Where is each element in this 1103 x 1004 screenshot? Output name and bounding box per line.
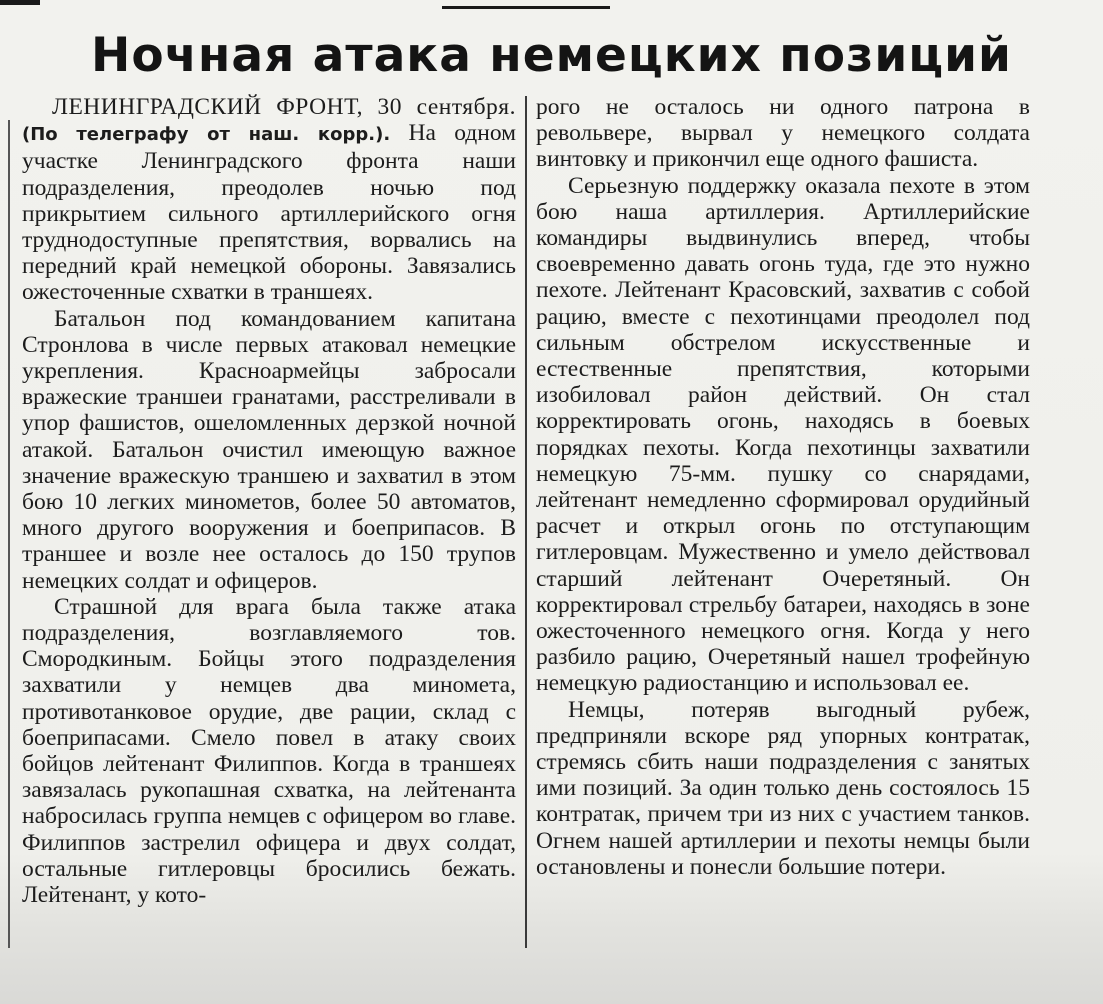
article-paragraph-3: Страшной для врага была также атака подразделения, возглавляемого тов. Смородкиным. Бойцы этого подразделения захватили у немцев два миномета, противотанковое орудие, две рации, склад с боеприпасами. Смело повел в атаку своих бойцов лейтенант Филиппов. Когда в траншеях завязалась рукопашная схватка, на лейтенанта набросилась группа немцев с офицером во главе. Филиппов застрелил офицера и двух солдат, остальные гитлеровцы бросились бежать. Лейтенант, у кото- [22,593,516,909]
left-margin-rule [8,120,10,948]
top-separator-rule [442,6,610,9]
top-edge-rule-fragment [0,0,40,5]
article-paragraph-4: Серьезную поддержку оказала пехоте в этом бою наша артиллерия. Артиллерийские командиры выдвинулись вперед, чтобы своевременно давать огонь туда, где это нужно пехоте. Лейтенант Красовский, захватив с собой рацию, вместе с пехотинцами преодолел под сильным обстрелом искусственные и естественные препятствия, которыми изобиловал район действий. Он стал корректировать огонь, находясь в боевых порядках пехоты. Когда пехотинцы захватили немецкую 75-мм. пушку со снарядами, лейтенант немедленно сформировал орудийный расчет и открыл огонь по отступающим гитлеровцам. Мужественно и умело действовал старший лейтенант Очеретяный. Он корректировал стрельбу батареи, находясь в зоне ожесточенного немецкого огня. Когда у него разбило рацию, Очеретяный нашел трофейную немецкую радиостанцию и использовал ее. [536,172,1030,697]
article-column-left [22,94,516,908]
article-paragraph-2: Батальон под командованием капитана Стронлова в числе первых атаковал немецкие укрепления. Красноармейцы забросали вражеские траншеи гранатами, расстреливали в упор фашистов, ошеломленных дерзкой ночной атакой. Батальон очистил имеющую важное значение вражескую траншею и захватил в этом бою 10 легких минометов, более 50 автоматов, много другого вооружения и боеприпасов. В траншее и возле нее осталось до 150 трупов немецких солдат и офицеров. [22,305,516,594]
article-paragraph-5: Немцы, потеряв выгодный рубеж, предприняли вскоре ряд упорных контратак, стремясь сбить наши подразделения с занятых ими позиций. За один только день состоялось 15 контратак, причем три из них с участием танков. Огнем нашей артиллерии и пехоты немцы были остановлены и понесли большие потери. [536,696,1030,880]
paragraph-1-text: На одном участке Ленинградского фронта наши подразделения, преодолев ночью под прикрытием сильного артиллерийского огня труднодоступные препятствия, ворвались на передний край немецкой обороны. Завязались ожесточенные схватки в траншеях. [22,120,517,306]
byline: (По телеграфу от наш. корр.). [22,124,391,146]
article-headline: Ночная атака немецких позиций [91,28,1012,83]
dateline: ЛЕНИНГРАДСКИЙ ФРОНТ, 30 сентября. [52,94,516,120]
article-column-right [536,94,1030,880]
article-paragraph-3-continued: рого не осталось ни одного патрона в револьвере, вырвал у немецкого солдата винтовку и прикончил еще одного фашиста. [536,94,1030,173]
article-paragraph-1 [22,94,516,306]
column-divider [525,96,527,948]
